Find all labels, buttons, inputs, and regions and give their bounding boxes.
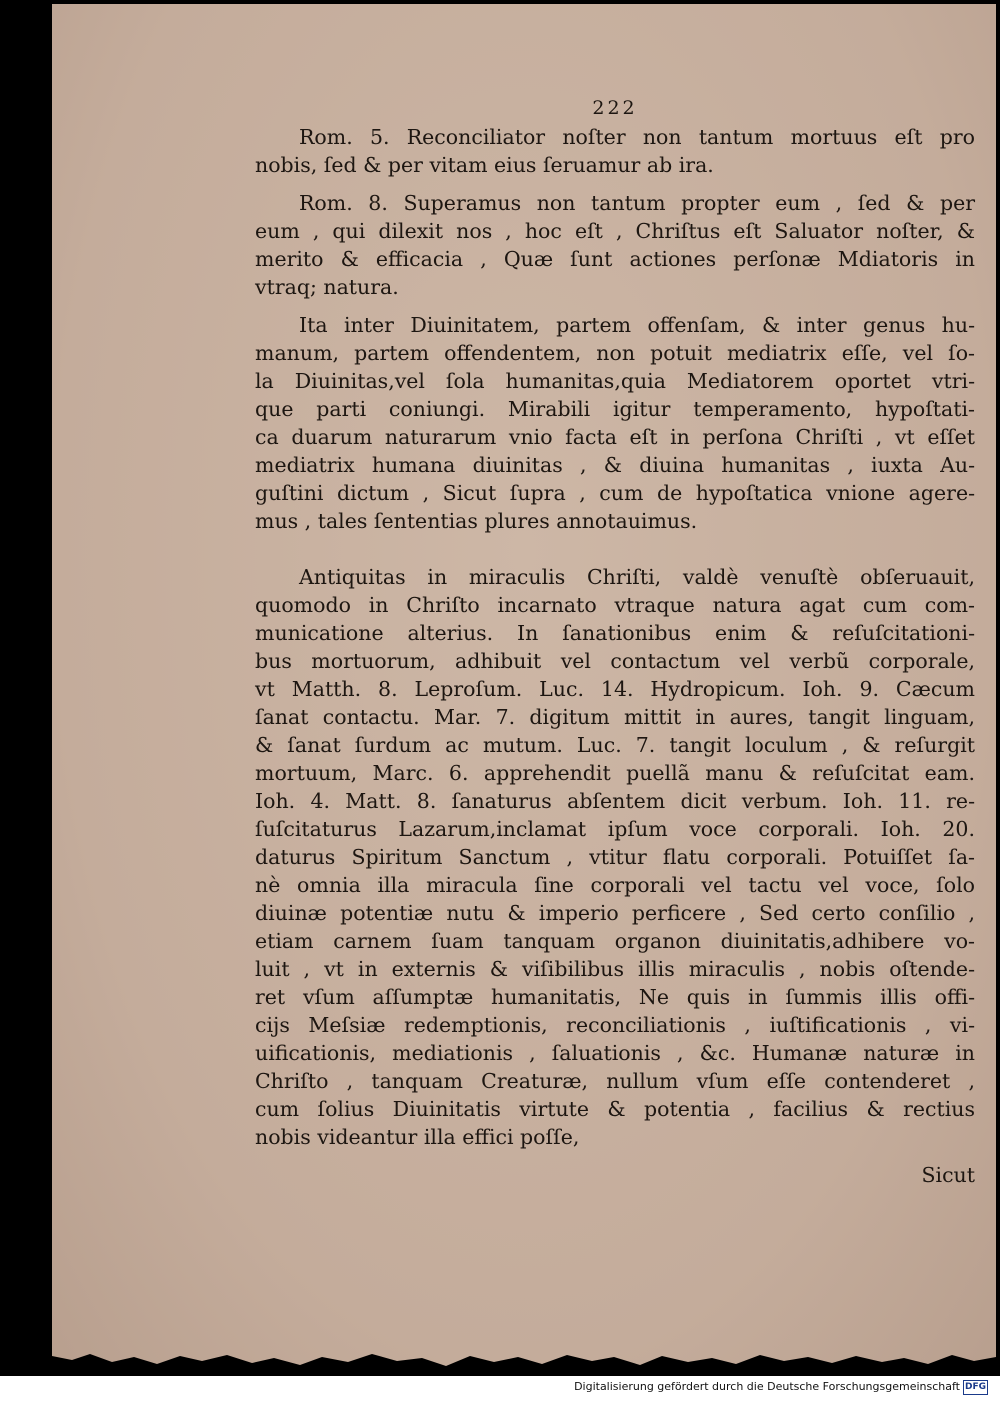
paragraphs [255, 123, 975, 1151]
text-line: uificationis, mediationis , ſaluationis , &c. Humanæ naturæ in [255, 1041, 975, 1065]
text-line: municatione alterius. In ſanationibus enim & reſuſcitationi- [255, 621, 975, 645]
text-line: daturus Spiritum Sanctum , vtitur flatu corporali. Potuiſſet ſa- [255, 845, 975, 869]
text-line: Ita inter Diuinitatem, partem offenſam, & inter genus hu- [299, 313, 975, 337]
text-line: merito & efficacia , Quæ ſunt actiones perſonæ Mdiatoris in [255, 247, 975, 271]
text-line: nobis videantur illa effici poſſe, [255, 1125, 580, 1149]
text-line: mortuum, Marc. 6. apprehendit puellã manu & reſuſcitat eam. [255, 761, 975, 785]
text-line: manum, partem offendentem, non potuit mediatrix eſſe, vel ſo- [255, 341, 975, 365]
text-line: Rom. 5. Reconciliator noſter non tantum mortuus eſt pro [299, 125, 975, 149]
text-line: Ioh. 4. Matt. 8. ſanaturus abſentem dicit verbum. Ioh. 11. re- [255, 789, 975, 813]
catchword: Sicut [921, 1163, 975, 1187]
text-line: mediatrix humana diuinitas , & diuina humanitas , iuxta Au- [255, 453, 975, 477]
text-line: cijs Meſsiæ redemptionis, reconciliationis , iuſtificationis , vi- [255, 1013, 975, 1037]
text-line: ſanat contactu. Mar. 7. digitum mittit in aures, tangit linguam, [255, 705, 975, 729]
text-line: que parti coniungi. Mirabili igitur temperamento, hypoſtati- [255, 397, 975, 421]
text-line: Antiquitas in miraculis Chriſti, valdè venuſtè obſeruauit, [299, 565, 975, 589]
book-page [52, 4, 996, 1372]
text-line: mus , tales ſententias plures annotauimus. [255, 509, 698, 533]
paragraph [255, 563, 975, 1151]
text-line: nè omnia illa miracula ſine corporali vel tactu vel voce, ſolo [255, 873, 975, 897]
page-number: 222 [592, 97, 638, 119]
text-line: & ſanat ſurdum ac mutum. Luc. 7. tangit loculum , & reſurgit [255, 733, 975, 757]
text-line: quomodo in Chriſto incarnato vtraque natura agat cum com- [255, 593, 975, 617]
text-line: la Diuinitas,vel ſola humanitas,quia Mediatorem oportet vtri- [255, 369, 975, 393]
text-line: cum ſolius Diuinitatis virtute & potentia , facilius & rectius [255, 1097, 975, 1121]
text-line: luit , vt in externis & viſibilibus illis miraculis , nobis oſtende- [255, 957, 975, 981]
paragraph [255, 311, 975, 535]
funding-credit: Digitalisierung gefördert durch die Deutsche Forschungsgemeinschaft [574, 1380, 960, 1393]
text-line: vt Matth. 8. Leproſum. Luc. 14. Hydropicum. Ioh. 9. Cæcum [255, 677, 975, 701]
text-line: nobis, ſed & per vitam eius ſeruamur ab ira. [255, 153, 714, 177]
digitization-footer [0, 1376, 1000, 1401]
text-line: eum , qui dilexit nos , hoc eſt , Chriſtus eſt Saluator noſter, & [255, 219, 975, 243]
page-text [255, 97, 975, 1189]
paragraph [255, 189, 975, 301]
text-line: vtraq; natura. [255, 275, 399, 299]
text-line: Rom. 8. Superamus non tantum propter eum , ſed & per [299, 191, 975, 215]
text-line: etiam carnem ſuam tanquam organon diuinitatis,adhibere vo- [255, 929, 975, 953]
dfg-logo-icon: DFG [963, 1380, 988, 1395]
text-line: diuinæ potentiæ nutu & imperio perficere , Sed certo conſilio , [255, 901, 975, 925]
text-line: Chriſto , tanquam Creaturæ, nullum vſum eſſe contenderet , [255, 1069, 975, 1093]
text-line: ſuſcitaturus Lazarum,inclamat ipſum voce corporali. Ioh. 20. [255, 817, 975, 841]
text-line: guſtini dictum , Sicut ſupra , cum de hypoſtatica vnione agere- [255, 481, 975, 505]
text-line: bus mortuorum, adhibuit vel contactum vel verbũ corporale, [255, 649, 975, 673]
text-line: ca duarum naturarum vnio facta eſt in perſona Chriſti , vt eſſet [255, 425, 975, 449]
paragraph [255, 123, 975, 179]
text-line: ret vſum aſſumptæ humanitatis, Ne quis in ſummis illis offi- [255, 985, 975, 1009]
